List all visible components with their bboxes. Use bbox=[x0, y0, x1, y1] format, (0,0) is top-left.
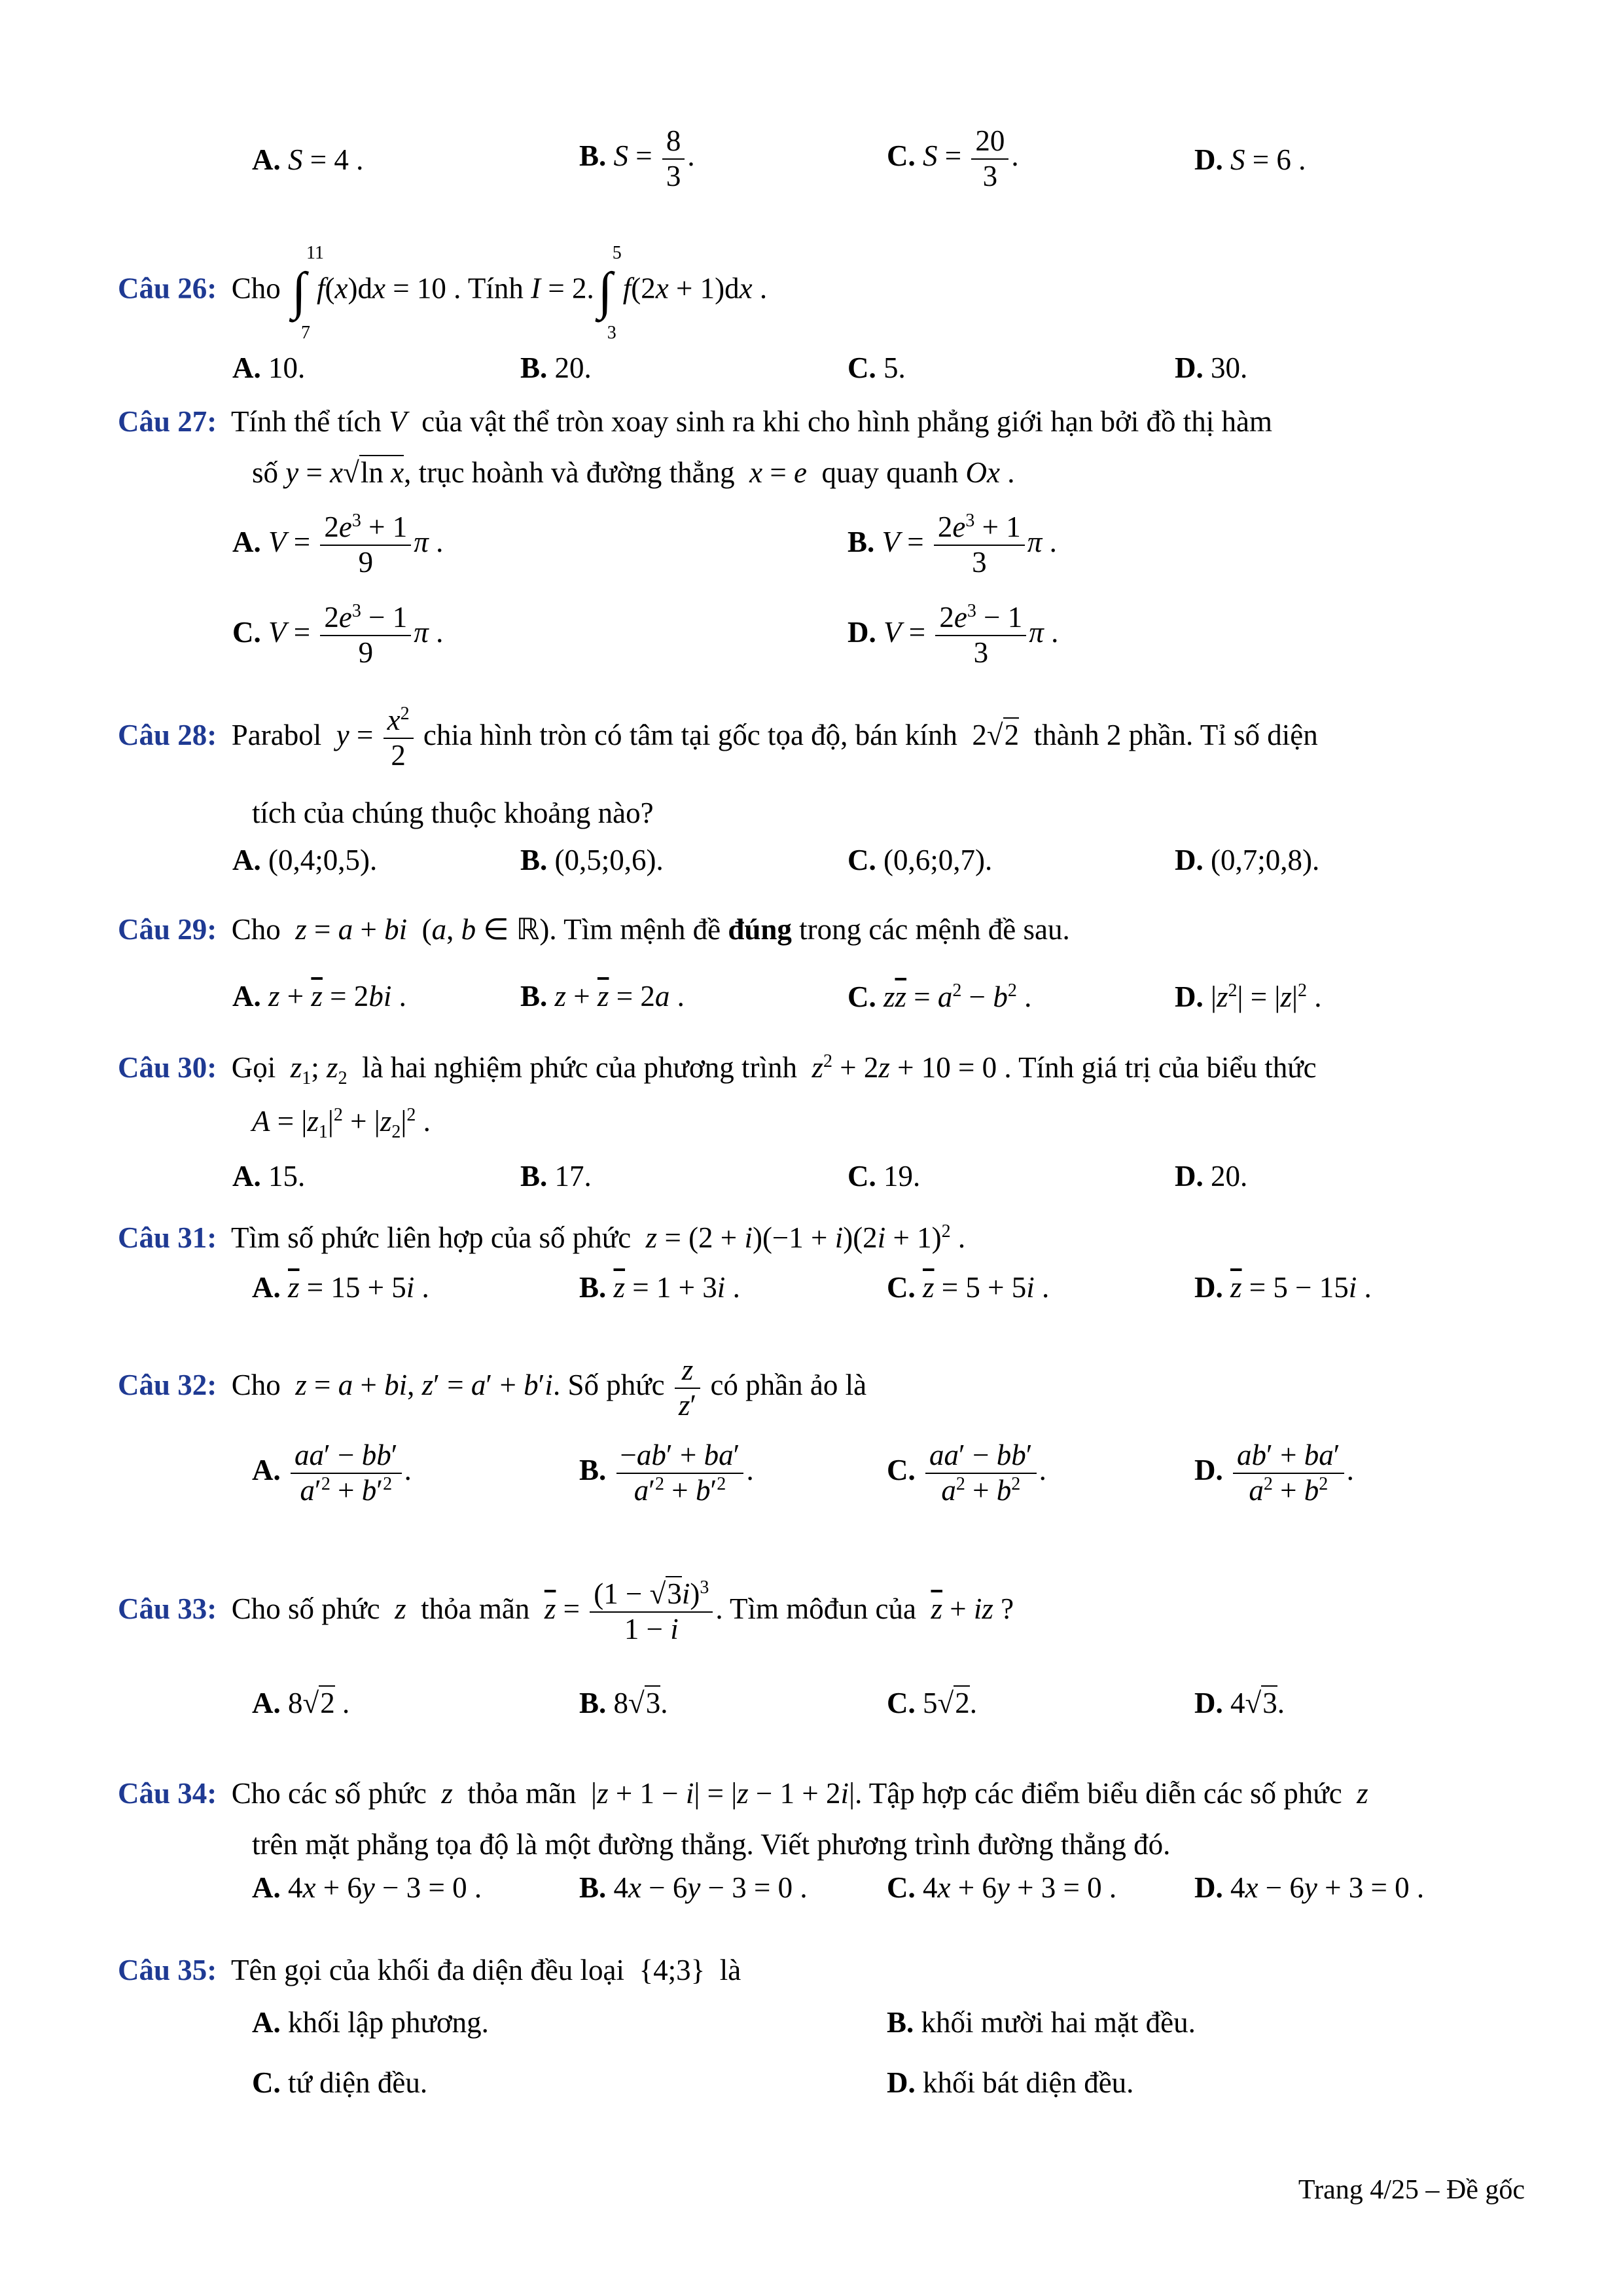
q30-option-b: B. 17. bbox=[520, 1160, 592, 1193]
q33-option-a: A. 8√2 . bbox=[252, 1687, 350, 1719]
q29-option-b: B. $z + \overline{z} = 2a$ . bbox=[520, 980, 685, 1013]
q33-stem: Câu 33: Cho số phức z thỏa mãn $\overline{z}$ = $\frac{(1 - √3i)^3}{1 - i}$ . Tìm môđun của $\overline{z}$ + iz ? bbox=[118, 1577, 1014, 1645]
q34-stem-2: trên mặt phẳng tọa độ là một đường thẳng. Viết phương trình đường thẳng đó. bbox=[252, 1828, 1171, 1861]
q31-option-c: C. $\overline{z} = 5 + 5i$ . bbox=[887, 1271, 1050, 1304]
q27-stem: Câu 27: Tính thể tích V của vật thể tròn xoay sinh ra khi cho hình phẳng giới hạn bởi đồ thị hàm bbox=[118, 405, 1272, 438]
q28-option-b: B. (0,5;0,6). bbox=[520, 844, 664, 876]
q32-stem: Câu 32: Cho z = a + bi, z′ = a′ + b′i. Số phức $\frac{z}{z'}$ có phần ảo là bbox=[118, 1354, 867, 1422]
q28-stem-2: tích của chúng thuộc khoảng nào? bbox=[252, 797, 654, 829]
q29-option-a: A. $z + \overline{z} = 2bi$ . bbox=[232, 980, 406, 1013]
q26-option-c: C. 5. bbox=[847, 351, 906, 384]
q32-option-d: D. $\frac{ab' + ba'}{a^2 + b^2}$ . bbox=[1194, 1439, 1354, 1507]
q35-option-c: C. tứ diện đều. bbox=[252, 2066, 428, 2099]
page-footer: Trang 4/25 – Đề gốc bbox=[1298, 2175, 1525, 2205]
q25-option-a: A. S = 4 . bbox=[252, 143, 364, 176]
q31-option-b: B. $\overline{z} = 1 + 3i$ . bbox=[579, 1271, 740, 1304]
q31-option-a: A. $\overline{z} = 15 + 5i$ . bbox=[252, 1271, 429, 1304]
q29-stem: Câu 29: Cho z = a + bi (a, b ∈ ℝ). Tìm mệnh đề đúng trong các mệnh đề sau. bbox=[118, 913, 1070, 946]
q29-option-c: C. $z\overline{z} = a^2 - b^2$ . bbox=[847, 980, 1032, 1013]
q35-option-d: D. khối bát diện đều. bbox=[887, 2066, 1134, 2099]
q27-option-c: C. V = $\frac{2e^3 - 1}{9}$ π . bbox=[232, 601, 444, 669]
q26-option-b: B. 20. bbox=[520, 351, 592, 384]
q31-option-d: D. $\overline{z} = 5 - 15i$ . bbox=[1194, 1271, 1372, 1304]
q32-option-c: C. $\frac{aa' - bb'}{a^2 + b^2}$ . bbox=[887, 1439, 1046, 1507]
q30-stem: Câu 30: Gọi $z_1$; $z_2$ là hai nghiệm phức của phương trình $z^2 + 2z + 10 = 0$ . Tính giá trị của biểu thức bbox=[118, 1051, 1317, 1088]
q26-stem: Câu 26: Cho 11 ∫ 7 f(x)dx = 10 . Tính I = 2. 5 ∫ 3 f(2x + 1)dx . bbox=[118, 243, 768, 343]
q27-option-a: A. V = $\frac{2e^3 + 1}{9}$ π . bbox=[232, 511, 444, 579]
q33-option-c: C. 5√2. bbox=[887, 1687, 977, 1719]
q34-option-a: A. 4x + 6y − 3 = 0 . bbox=[252, 1871, 482, 1904]
q33-option-d: D. 4√3. bbox=[1194, 1687, 1285, 1719]
q26-option-d: D. 30. bbox=[1175, 351, 1248, 384]
q34-stem: Câu 34: Cho các số phức z thỏa mãn |z + 1 − i| = |z − 1 + 2i|. Tập hợp các điểm biểu diễn các số phức z bbox=[118, 1777, 1368, 1810]
q30-option-a: A. 15. bbox=[232, 1160, 306, 1193]
q34-option-d: D. 4x − 6y + 3 = 0 . bbox=[1194, 1871, 1425, 1904]
q31-stem: Câu 31: Tìm số phức liên hợp của số phức $z = (2 + i)(-1 + i)(2i + 1)^2$ . bbox=[118, 1221, 966, 1254]
q25-option-d: D. S = 6 . bbox=[1194, 143, 1306, 176]
q32-option-b: B. $\frac{-ab' + ba'}{a'^2 + b'^2}$ . bbox=[579, 1439, 754, 1507]
q28-stem: Câu 28: Parabol y = $\frac{x^2}{2}$ chia hình tròn có tâm tại gốc tọa độ, bán kính 2√2 thành 2 phần. Tỉ số diện bbox=[118, 704, 1318, 772]
q35-option-b: B. khối mười hai mặt đều. bbox=[887, 2006, 1196, 2039]
q34-option-c: C. 4x + 6y + 3 = 0 . bbox=[887, 1871, 1117, 1904]
q27-stem-2: số y = x√ln x, trục hoành và đường thẳng x = e quay quanh Ox . bbox=[252, 456, 1015, 489]
q30-option-d: D. 20. bbox=[1175, 1160, 1248, 1193]
q28-option-c: C. (0,6;0,7). bbox=[847, 844, 993, 876]
q35-stem: Câu 35: Tên gọi của khối đa diện đều loại {4;3} là bbox=[118, 1954, 741, 1986]
q27-option-b: B. V = $\frac{2e^3 + 1}{3}$ π . bbox=[847, 511, 1057, 579]
q27-option-d: D. V = $\frac{2e^3 - 1}{3}$ π . bbox=[847, 601, 1059, 669]
q32-option-a: A. $\frac{aa' - bb'}{a'^2 + b'^2}$ . bbox=[252, 1439, 412, 1507]
q30-option-c: C. 19. bbox=[847, 1160, 921, 1193]
q30-stem-2: $A = |z_1|^2 + |z_2|^2$ . bbox=[252, 1105, 431, 1142]
q25-option-b: B. S = $\frac{8}{3}$ . bbox=[579, 124, 695, 192]
q29-option-d: D. $|z^2| = |z|^2$ . bbox=[1175, 980, 1322, 1013]
q33-option-b: B. 8√3. bbox=[579, 1687, 668, 1719]
q35-option-a: A. khối lập phương. bbox=[252, 2006, 489, 2039]
q25-option-c: C. S = $\frac{20}{3}$ . bbox=[887, 124, 1019, 192]
q34-option-b: B. 4x − 6y − 3 = 0 . bbox=[579, 1871, 808, 1904]
q28-option-a: A. (0,4;0,5). bbox=[232, 844, 378, 876]
q26-option-a: A. 10. bbox=[232, 351, 306, 384]
q28-option-d: D. (0,7;0,8). bbox=[1175, 844, 1320, 876]
